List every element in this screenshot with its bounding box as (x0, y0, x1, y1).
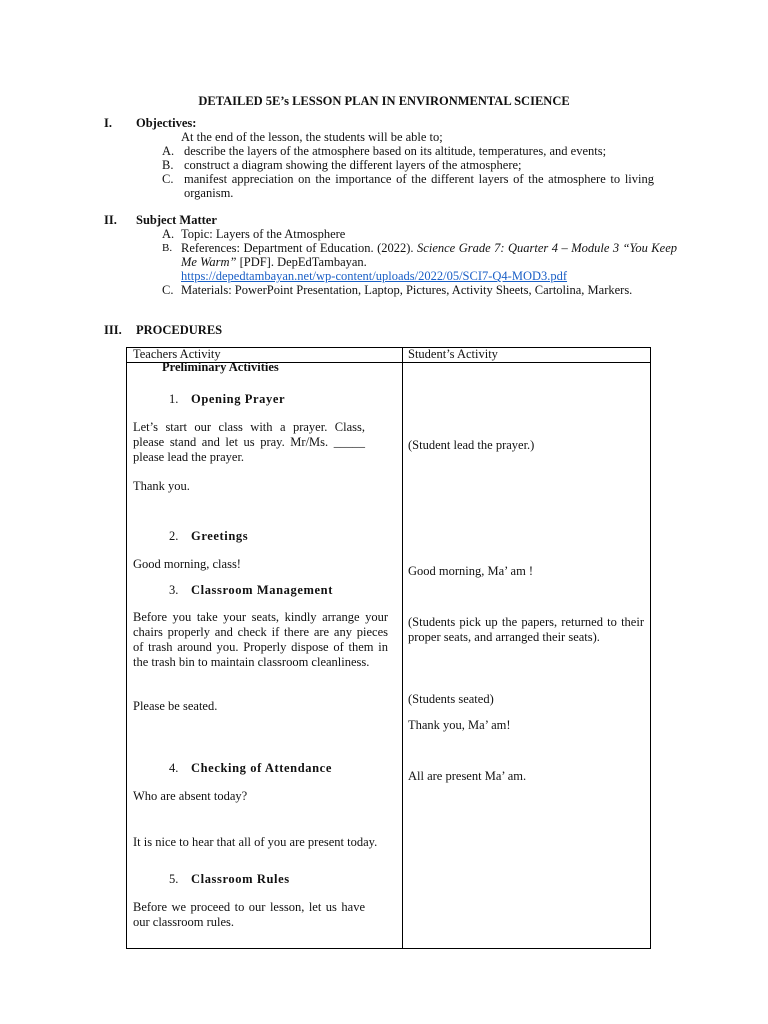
item-letter: B. (162, 158, 174, 172)
item-letter: B. (162, 242, 173, 254)
teacher-greet-text: Good morning, class! (133, 557, 241, 571)
section-title: Objectives: (136, 116, 197, 130)
teacher-present-text: It is nice to hear that all of you are present today. (133, 835, 378, 849)
teacher-manage-text: Before you take your seats, kindly arrange your chairs properly and check if there are any pieces of trash around you. Properly dispose of them in the trash bin to maintain classroom cleanliness. (133, 610, 388, 669)
student-greet-text: Good morning, Ma’ am ! (408, 564, 534, 578)
step-checking-attendance: 4. Checking of Attendance (169, 761, 332, 775)
item-text: describe the layers of the atmosphere based on its altitude, temperatures, and events; (184, 144, 607, 158)
teacher-thanks-text: Thank you. (133, 479, 190, 493)
procedures-heading (104, 323, 222, 338)
teacher-absent-text: Who are absent today? (133, 789, 248, 803)
references-text (181, 241, 677, 283)
section-title: PROCEDURES (136, 323, 223, 337)
student-thanks-text: Thank you, Ma’ am! (408, 718, 511, 732)
item-text: manifest appreciation on the importance of the different layers of the atmosphere to living organism. (184, 172, 654, 200)
item-letter: A. (162, 144, 175, 158)
teacher-column-header: Teachers Activity (133, 347, 221, 361)
column-divider (402, 348, 403, 948)
item-letter: C. (162, 172, 174, 186)
item-text: construct a diagram showing the different layers of the atmosphere; (184, 158, 522, 172)
student-present-text: All are present Ma’ am. (408, 769, 527, 783)
materials-text: Materials: PowerPoint Presentation, Laptop, Pictures, Activity Sheets, Cartolina, Markers. (181, 283, 633, 297)
page-title: DETAILED 5E’s LESSON PLAN IN ENVIRONMENTAL SCIENCE (198, 94, 570, 108)
ref-prefix: References: Department of Education. (2022). (181, 241, 418, 255)
step-greetings: 2. Greetings (169, 529, 249, 543)
student-seated-text: (Students seated) (408, 692, 494, 706)
reference-link[interactable]: https://depedtambayan.net/wp-content/uploads/2022/05/SCI7-Q4-MOD3.pdf (181, 269, 568, 283)
student-column-header: Student’s Activity (408, 347, 498, 361)
step-opening-prayer: 1. Opening Prayer (169, 392, 286, 406)
section-numeral: III. (104, 323, 122, 337)
step-classroom-rules: 5. Classroom Rules (169, 872, 290, 886)
objectives-intro: At the end of the lesson, the students will be able to; (181, 130, 443, 144)
subject-matter-heading (104, 213, 217, 228)
topic-text: Topic: Layers of the Atmosphere (181, 227, 346, 241)
item-letter: A. (162, 227, 175, 241)
teacher-seated-text: Please be seated. (133, 699, 218, 713)
preliminary-activities-label: Preliminary Activities (162, 360, 279, 374)
teacher-rules-text: Before we proceed to our lesson, let us have our classroom rules. (133, 900, 365, 929)
section-numeral: I. (104, 116, 112, 130)
item-letter: C. (162, 283, 174, 297)
student-manage-text: (Students pick up the papers, returned to their proper seats, and arranged their seats). (408, 615, 644, 644)
procedures-table (126, 347, 651, 949)
ref-suffix: [PDF]. DepEdTambayan. (236, 255, 367, 269)
student-prayer-text: (Student lead the prayer.) (408, 438, 535, 452)
step-classroom-management: 3. Classroom Management (169, 583, 333, 597)
objectives-heading (104, 116, 196, 131)
ref-title: Science Grade 7: Quarter 4 – Module 3 “You Keep Me Warm” (181, 241, 677, 269)
section-numeral: II. (104, 213, 117, 227)
teacher-prayer-text: Let’s start our class with a prayer. Class, please stand and let us pray. Mr/Ms. _____ please lead the prayer. (133, 420, 365, 464)
section-title: Subject Matter (136, 213, 217, 227)
